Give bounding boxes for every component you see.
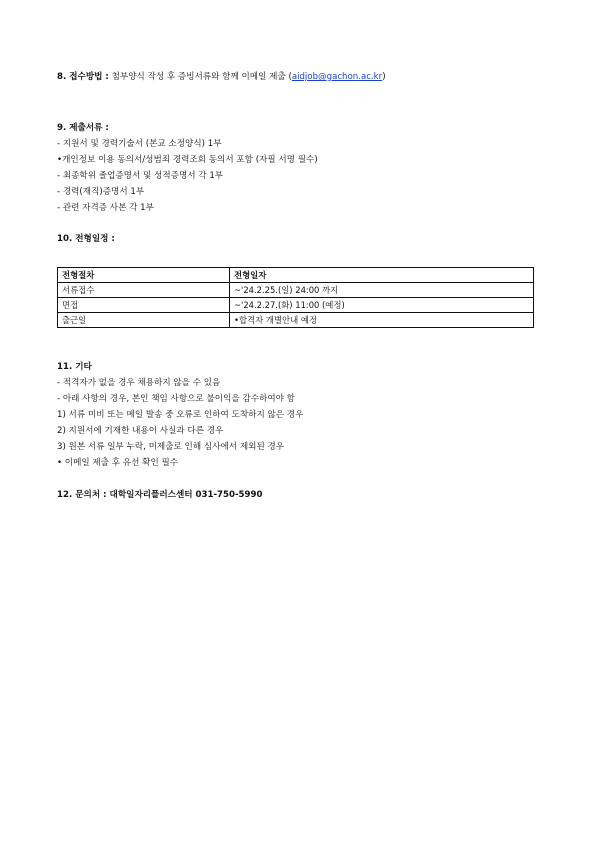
notes-list-item: - 아래 사항의 경우, 본인 책임 사항으로 불이익을 감수하여야 함 <box>57 394 295 404</box>
table-header-row <box>58 268 534 283</box>
document-list-item: •개인정보 이용 동의서/성범죄 경력조회 동의서 포함 (자필 서명 필수) <box>57 155 318 165</box>
table-row <box>58 313 534 328</box>
table-header-cell: 전형일자 <box>230 268 534 283</box>
notes-list-item: - 적격자가 없을 경우 채용하지 않을 수 있음 <box>57 378 221 388</box>
section-8-line <box>57 71 386 83</box>
document-list-item: - 최종학위 졸업증명서 및 성적증명서 각 1부 <box>57 171 224 181</box>
notes-list-item: 1) 서류 미비 또는 메일 발송 중 오류로 인하여 도착하지 않은 경우 <box>57 410 304 420</box>
section-8-text: 첨부양식 작성 후 증빙서류와 함께 이메일 제출 ( <box>108 72 292 82</box>
document-list-item: - 관련 자격증 사본 각 1부 <box>57 203 154 213</box>
email-link[interactable]: aidjob@gachon.ac.kr <box>291 72 383 82</box>
section-10-heading: 10. 전형일정 : <box>57 234 115 244</box>
document-list-item: - 지원서 및 경력기술서 (본교 소정양식) 1부 <box>57 139 222 149</box>
schedule-table <box>57 267 534 328</box>
table-cell: ~'24.2.27.(화) 11:00 (예정) <box>230 298 534 313</box>
section-11-heading: 11. 기타 <box>57 362 92 372</box>
notes-list-item: 3) 원본 서류 일부 누락, 미제출로 인해 심사에서 제외된 경우 <box>57 442 285 452</box>
table-row <box>58 283 534 298</box>
section-8-heading: 8. 접수방법 : <box>57 72 109 82</box>
table-cell: •합격자 개별안내 예정 <box>230 313 534 328</box>
table-cell: 면접 <box>58 298 230 313</box>
notes-list-item: 2) 지원서에 기재한 내용이 사실과 다른 경우 <box>57 426 224 436</box>
table-cell: ~'24.2.25.(일) 24:00 까지 <box>230 283 534 298</box>
notes-list-item: • 이메일 제출 후 유선 확인 필수 <box>57 458 179 468</box>
table-header-cell: 전형절차 <box>58 268 230 283</box>
table-cell: 서류접수 <box>58 283 230 298</box>
document-list-item: - 경력(재직)증명서 1부 <box>57 187 145 197</box>
section-9-heading: 9. 제출서류 : <box>57 123 109 133</box>
table-cell: 출근일 <box>58 313 230 328</box>
contact-line: 12. 문의처 : 대학일자리플러스센터 031-750-5990 <box>57 490 263 500</box>
section-8-close-paren: ) <box>382 72 386 82</box>
table-row <box>58 298 534 313</box>
